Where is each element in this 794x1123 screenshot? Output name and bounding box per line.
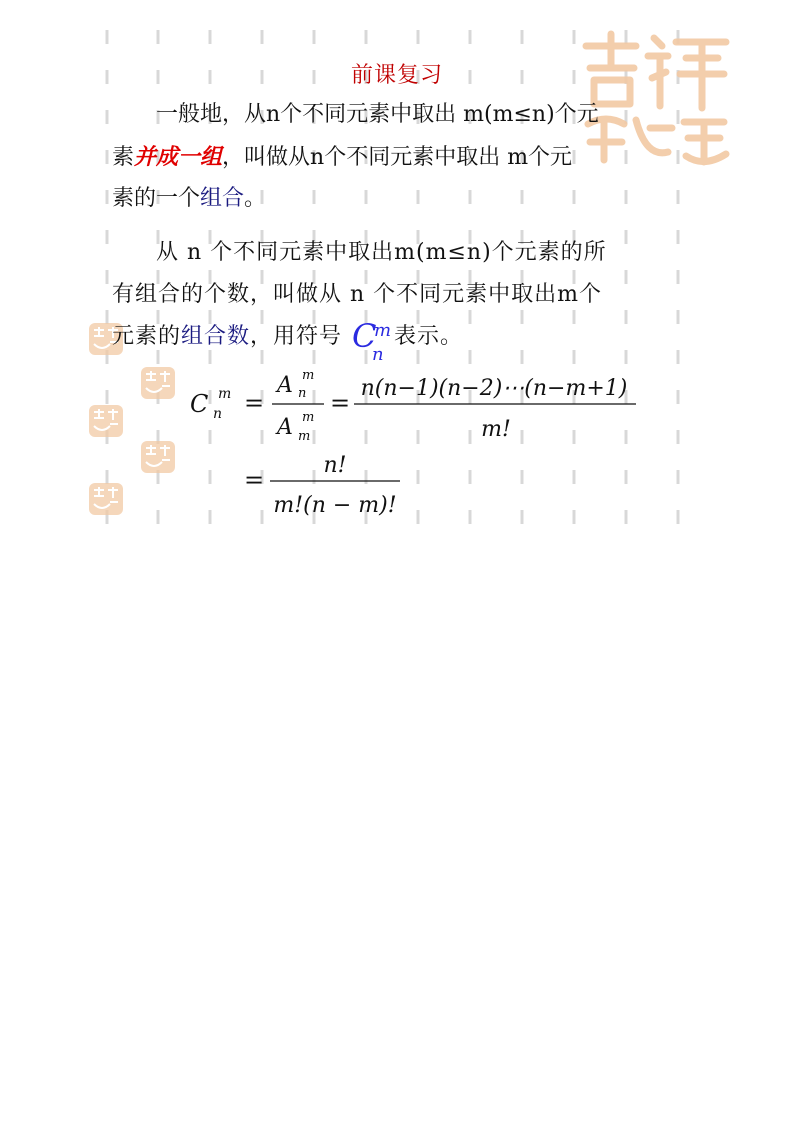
- formula-frac1-num-sup: m: [302, 368, 315, 383]
- formula-frac1-den-base: A: [277, 415, 293, 440]
- page-title: 前课复习: [350, 63, 443, 88]
- term-combination-number: 组合数: [181, 324, 251, 349]
- paragraph-text: 有组合的个数，叫做从 n 个不同元素中取出m个: [112, 282, 603, 307]
- symbol-subscript: n: [372, 344, 385, 365]
- definition-line-1: [112, 94, 672, 136]
- emphasis-text: 并成一组: [134, 144, 223, 170]
- definition-text: 。: [244, 186, 267, 211]
- term-combination: 组合: [200, 186, 245, 211]
- combination-number-paragraph: [112, 232, 672, 365]
- combination-formula: [0, 360, 794, 530]
- formula-frac3-den: m!(n − m)!: [273, 493, 397, 518]
- symbol-base: C: [352, 317, 378, 355]
- formula-frac2-den: m!: [481, 417, 511, 442]
- formula-lhs-sub: n: [213, 406, 223, 422]
- definition-text: 素的一个: [112, 186, 201, 211]
- formula-frac3-num: n!: [323, 453, 347, 478]
- definition-text: 一般地，从n个不同元素中取出 m(m≤n)个元: [156, 102, 599, 127]
- formula-equals-2: =: [330, 389, 351, 417]
- formula-frac2-num: n(n−1)(n−2)⋯(n−m+1): [360, 376, 628, 401]
- symbol-superscript: m: [374, 320, 393, 341]
- definition-paragraph: [112, 94, 672, 220]
- definition-line-3: [112, 178, 672, 220]
- formula-lhs-base: C: [190, 390, 209, 418]
- combination-symbol: [350, 316, 394, 365]
- definition-line-2: [112, 136, 672, 178]
- formula-frac1-den-sup: m: [302, 410, 315, 425]
- combination-number-line-1: [112, 232, 672, 274]
- paragraph-text: 从 n 个不同元素中取出m(m≤n)个元素的所: [156, 240, 607, 265]
- formula-frac1-num-sub: n: [298, 386, 307, 401]
- formula-equals-3: =: [244, 466, 265, 494]
- definition-text: ，叫做从n个不同元素中取出 m个元: [222, 145, 573, 170]
- paragraph-text: 元素的: [112, 324, 182, 349]
- paragraph-text: 表示。: [394, 324, 464, 349]
- formula-lhs-sup: m: [218, 386, 232, 402]
- combination-number-line-3: [112, 316, 672, 365]
- formula-equals-1: =: [244, 389, 265, 417]
- formula-frac1-num-base: A: [277, 373, 293, 398]
- formula-frac1-den-sub: m: [298, 429, 311, 444]
- definition-text: 素: [112, 145, 135, 170]
- paragraph-text: ，用符号: [250, 324, 351, 349]
